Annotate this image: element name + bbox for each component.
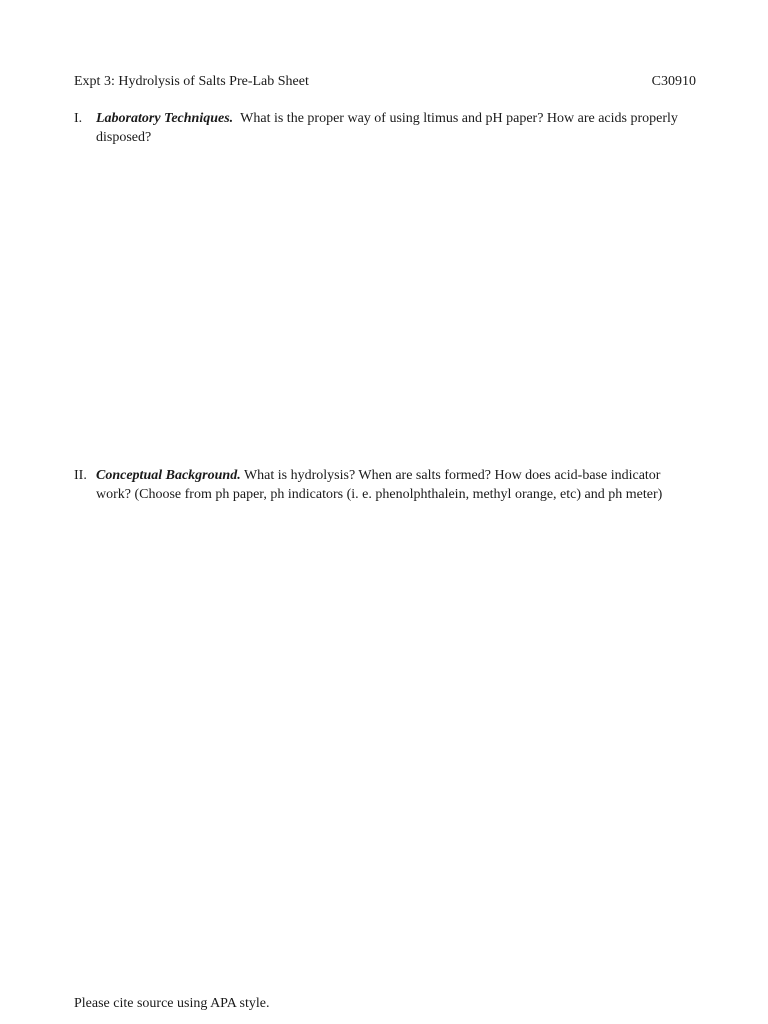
question-section-laboratory-techniques bbox=[74, 109, 696, 147]
document-header bbox=[74, 73, 696, 91]
section-question-text: What is the proper way of using ltimus and pH paper? How are acids properly disposed? bbox=[96, 111, 678, 145]
section-heading: Conceptual Background. bbox=[96, 468, 241, 483]
section-heading: Laboratory Techniques. bbox=[96, 111, 234, 126]
section-number: II. bbox=[74, 468, 87, 483]
section-number: I. bbox=[74, 111, 83, 126]
course-code: C30910 bbox=[651, 74, 696, 89]
section-body bbox=[96, 466, 696, 504]
question-section-conceptual-background bbox=[74, 466, 696, 504]
citation-note: Please cite source using APA style. bbox=[74, 996, 270, 1011]
section-question-text: What is hydrolysis? When are salts formed? How does acid-base indicator work? (Choose from ph paper, ph indicators (i. e. phenolphthalein, methyl orange, etc) and ph meter) bbox=[96, 468, 663, 502]
document-title: Expt 3: Hydrolysis of Salts Pre-Lab Sheet bbox=[74, 74, 309, 89]
section-body bbox=[96, 109, 696, 147]
